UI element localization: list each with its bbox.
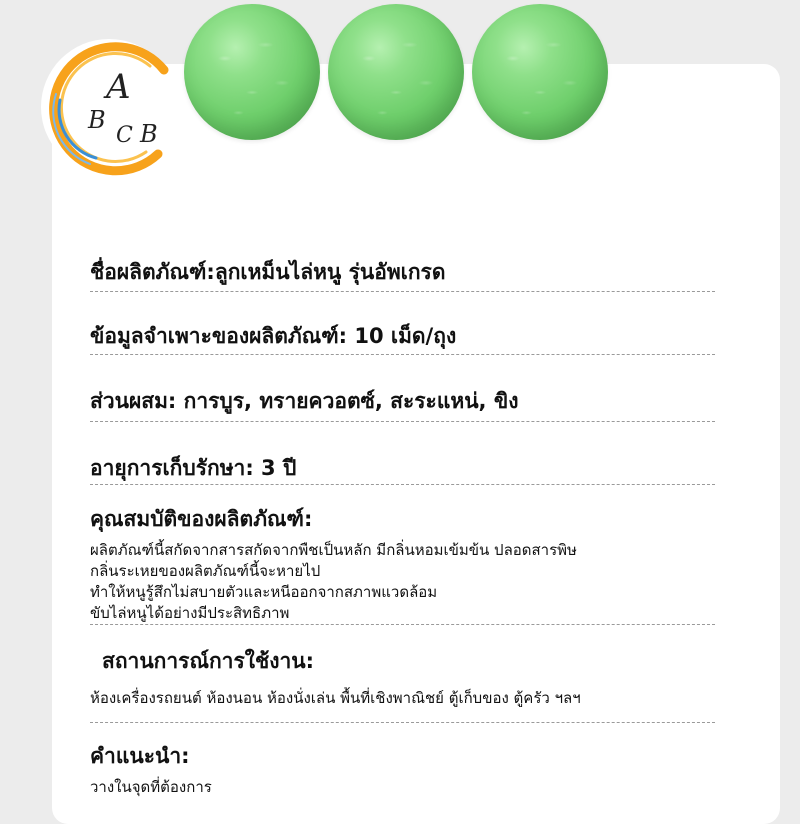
green-ball-image — [472, 4, 608, 140]
product-info-card — [52, 64, 780, 824]
ingredients-text: ส่วนผสม: การบูร, ทรายควอตซ์, สะระแหน่, ขิง — [90, 389, 519, 413]
features-line: ขับไล่หนูได้อย่างมีประสิทธิภาพ — [90, 604, 290, 622]
logo-letter-a: A — [106, 67, 131, 107]
green-ball-image — [184, 4, 320, 140]
usage-title: สถานการณ์การใช้งาน: — [102, 649, 315, 673]
divider — [90, 291, 715, 292]
green-ball-image — [328, 4, 464, 140]
divider — [90, 421, 715, 422]
logo-letter-c: C — [116, 123, 133, 148]
ingredients-row — [90, 385, 715, 418]
shelf-life-row — [90, 452, 715, 485]
features-section — [90, 503, 715, 624]
features-line: ผลิตภัณฑ์นี้สกัดจากสารสกัดจากพืชเป็นหลัก มีกลิ่นหอมเข้มข้น ปลอดสารพิษ — [90, 541, 577, 559]
product-name-text: ชื่อผลิตภัณฑ์:ลูกเหม็นไล่หนู รุ่นอัพเกรด — [90, 260, 446, 284]
usage-section — [90, 645, 715, 709]
specification-row — [90, 320, 715, 353]
divider — [90, 722, 715, 723]
instructions-text: วางในจุดที่ต้องการ — [90, 778, 212, 796]
features-line: ทำให้หนูรู้สึกไม่สบายตัวและหนีออกจากสภาพแวดล้อม — [90, 583, 438, 601]
abcb-logo — [38, 36, 180, 178]
divider — [90, 484, 715, 485]
instructions-section — [90, 740, 715, 798]
shelf-life-text: อายุการเก็บรักษา: 3 ปี — [90, 456, 297, 480]
logo-letter-b: B — [88, 106, 106, 134]
divider — [90, 354, 715, 355]
features-line: กลิ่นระเหยของผลิตภัณฑ์นี้จะหายไป — [90, 562, 321, 580]
divider — [90, 624, 715, 625]
logo-letter-b2: B — [140, 120, 158, 148]
specification-text: ข้อมูลจำเพาะของผลิตภัณฑ์: 10 เม็ด/ถุง — [90, 324, 457, 348]
instructions-title: คำแนะนำ: — [90, 744, 190, 768]
product-name-row — [90, 256, 715, 289]
usage-text: ห้องเครื่องรถยนต์ ห้องนอน ห้องนั่งเล่น พื้นที่เชิงพาณิชย์ ตู้เก็บของ ตู้ครัว ฯลฯ — [90, 689, 581, 707]
features-title: คุณสมบัติของผลิตภัณฑ์: — [90, 507, 313, 531]
